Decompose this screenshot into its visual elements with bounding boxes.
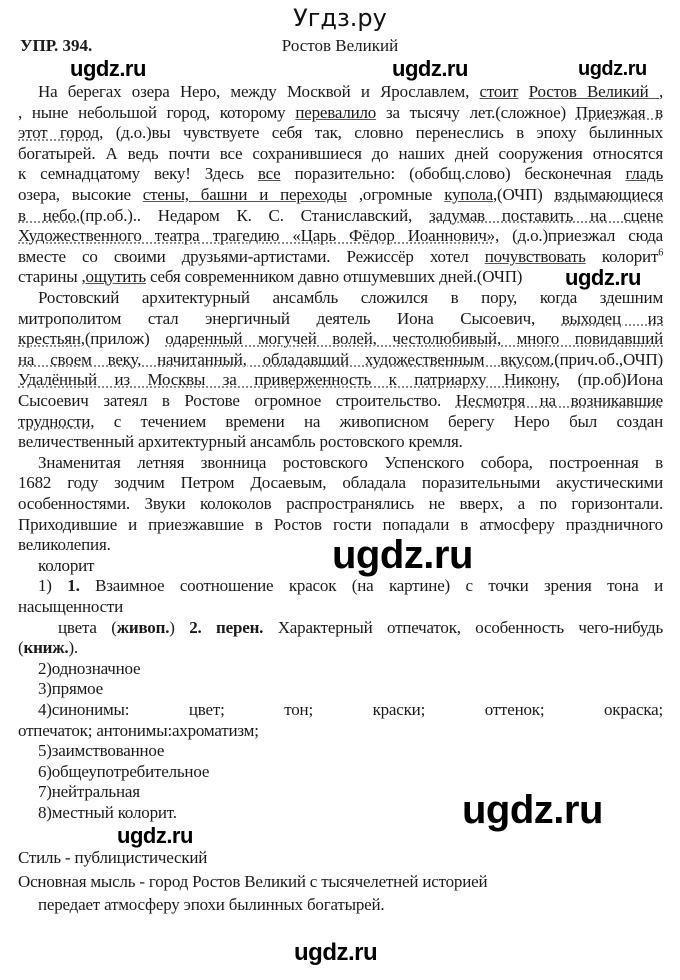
text-segment: с течением времени на живописном берегу Неро был создан xyxy=(94,411,663,431)
text-line xyxy=(38,895,663,915)
text-segment: , xyxy=(658,82,663,101)
underlined-segment: стоит xyxy=(479,82,519,101)
text-segment xyxy=(518,82,528,101)
underlined-segment: почувствовать xyxy=(484,246,586,266)
underlined-segment: Несмотря на возникавшие xyxy=(455,391,663,410)
text-segment: 7)нейтральная xyxy=(38,782,140,802)
underlined-segment: все xyxy=(257,164,281,184)
text-line xyxy=(18,123,663,143)
text-line xyxy=(18,265,663,290)
text-line xyxy=(18,226,663,246)
text-segment: величественный архитектурный ансамбль ростовского кремля. xyxy=(18,432,463,452)
text-segment: колорит xyxy=(585,246,659,266)
text-segment: , ныне небольшой город, которому xyxy=(18,102,296,122)
text-line xyxy=(38,679,663,699)
text-segment: поразительно: (обобщ.слово) бесконечная xyxy=(280,164,626,184)
text-segment: митрополитом стал энергичный деятель Иона Сысоевич, xyxy=(18,308,562,328)
text-line xyxy=(38,700,663,720)
text-segment: вместе со своими друзьями-артистами. Режиссёр хотел xyxy=(18,246,485,266)
text-segment: Знаменитая летняя звонница ростовского Успенского собора, построенная в xyxy=(38,452,663,472)
text-title: Ростов Великий xyxy=(281,36,399,55)
text-segment: 2)однозначное xyxy=(38,658,141,678)
watermark: ugdz.ru xyxy=(70,56,146,81)
underlined-segment: одаренный могучей волей, честолюбивый, много повидавший xyxy=(165,329,663,349)
text-line xyxy=(18,721,663,741)
text-line xyxy=(18,329,663,349)
text-line xyxy=(38,288,663,308)
text-segment: старины xyxy=(18,267,82,287)
text-segment: 5)заимствованное xyxy=(38,741,165,761)
text-segment: 6 xyxy=(658,247,663,259)
text-line xyxy=(18,144,663,164)
text-line xyxy=(38,803,663,823)
text-line xyxy=(18,164,663,184)
text-segment: ) xyxy=(169,617,190,637)
underlined-segment: на своем веку, начитанный, обладавший художественным вкусом. xyxy=(18,349,555,369)
watermark: ugdz.ru xyxy=(392,56,468,81)
text-segment: (прич.об.,ОЧП) xyxy=(554,349,663,369)
text-segment: ( xyxy=(18,638,24,658)
watermark: ugdz.ru xyxy=(565,265,641,290)
text-line xyxy=(18,432,663,452)
text-line xyxy=(18,412,663,432)
text-line xyxy=(18,370,663,390)
text-segment: великолепия. xyxy=(18,535,111,555)
text-segment: На берегах озера Неро, между Москвой и Ярославлем, xyxy=(38,82,480,101)
underlined-segment: Приезжая в xyxy=(575,102,664,122)
text-segment: 4)синонимы: цвет; тон; краски; оттенок; окраска; xyxy=(38,700,663,719)
text-segment: 3)прямое xyxy=(38,679,103,699)
text-segment: за тысячу лет.(сложное) xyxy=(376,102,576,122)
underlined-segment: этот город xyxy=(18,123,100,143)
underlined-segment: задумав поставить на сцене xyxy=(429,205,664,225)
underlined-segment: купола xyxy=(444,185,493,204)
text-segment: цвета ( xyxy=(58,617,117,637)
exercise-number: УПР. 394. xyxy=(20,36,93,55)
text-segment: Взаимное соотношение красок (на картине) с точки зрения тона и xyxy=(79,576,664,596)
text-line xyxy=(18,247,663,267)
text-segment: передает атмосферу эпохи былинных богатырей. xyxy=(38,895,385,914)
text-line xyxy=(18,103,663,123)
text-line xyxy=(18,535,663,555)
bold-segment: 1. xyxy=(67,576,80,596)
underlined-segment: ,ощутить xyxy=(81,267,146,287)
text-segment: Сысоевич затеял в Ростове огромное строительство. xyxy=(18,391,456,410)
text-segment: , (д.о.)вы чувствуете себя так, словно перенеслись в эпоху былинных xyxy=(99,123,664,143)
bold-segment: 2. перен. xyxy=(189,617,264,637)
text-line xyxy=(18,848,663,868)
underlined-segment: трудности, xyxy=(18,411,95,431)
text-segment: (прилож) xyxy=(84,329,166,349)
text-line xyxy=(18,638,663,658)
text-segment: Характерный отпечаток, особенность чего-нибудь xyxy=(263,617,664,637)
text-line xyxy=(38,782,663,802)
text-line xyxy=(18,185,663,205)
text-line xyxy=(18,309,663,329)
text-segment: колорит xyxy=(38,555,95,575)
underlined-segment: Ростов Великий xyxy=(528,82,659,101)
watermark: ugdz.ru xyxy=(294,939,378,966)
underlined-segment: стены, башни и переходы xyxy=(142,185,347,204)
text-segment: к семнадцатому веку! Здесь xyxy=(18,164,258,184)
text-line xyxy=(38,741,663,761)
text-segment: ,(ОЧП) xyxy=(492,185,555,204)
text-line xyxy=(38,453,663,473)
watermark: ugdz.ru xyxy=(117,823,193,848)
watermark: ugdz.ru xyxy=(462,788,603,832)
text-line xyxy=(18,206,663,226)
text-segment: богатырей. А ведь почти все сохранившиеся до наших дней сооружения относятся xyxy=(18,143,663,163)
text-segment: 6)общеупотребительное xyxy=(38,761,210,781)
text-line xyxy=(18,350,663,370)
watermark: ugdz.ru xyxy=(578,58,647,80)
underlined-segment: вздымающиеся xyxy=(554,185,664,204)
bold-segment: живоп. xyxy=(116,617,170,637)
text-line xyxy=(18,872,663,892)
text-segment: 8)местный колорит. xyxy=(38,803,177,822)
text-segment: особенностями. Звуки колоколов распространялись не вверх, а по горизонтали. xyxy=(18,494,663,513)
text-line xyxy=(38,556,663,576)
text-segment: ,огромные xyxy=(346,185,445,204)
text-line xyxy=(18,515,663,535)
text-segment: Ростовский архитектурный ансамбль сложился в пору, когда здешним xyxy=(38,288,663,307)
underlined-segment: гладь xyxy=(625,164,663,184)
text-line xyxy=(38,762,663,782)
underlined-segment: перевалило xyxy=(295,102,377,122)
text-segment: озера, высокие xyxy=(18,185,143,204)
text-segment: 1682 году зодчим Петром Досаевым, обладала поразительными акустическими xyxy=(18,473,663,493)
bold-segment: книж. xyxy=(23,638,69,658)
site-title: Угдз.ру xyxy=(293,4,387,32)
text-line xyxy=(38,576,663,596)
underlined-segment: в небо. xyxy=(18,205,80,225)
text-segment: насыщенности xyxy=(18,597,124,616)
underlined-segment: крестьян, xyxy=(18,329,85,349)
watermark: ugdz.ru xyxy=(332,533,473,577)
text-segment: (д.о.)приезжал сюда xyxy=(499,226,663,246)
text-segment: Приходившие и приезжавшие в Ростов гости попадали в атмосферу праздничного xyxy=(18,514,663,534)
text-line xyxy=(38,82,663,102)
text-segment: Стиль - публицистический xyxy=(18,848,208,867)
underlined-segment: Художественного театра трагедию «Царь Фёдор Иоаннович», xyxy=(18,226,500,246)
underlined-segment: выходец из xyxy=(561,308,663,328)
text-line xyxy=(58,618,663,638)
text-line xyxy=(18,391,663,411)
text-line xyxy=(38,659,663,679)
text-segment: отпечаток; антонимы:ахроматизм; xyxy=(18,720,259,740)
text-segment: 1) xyxy=(38,576,68,596)
text-line xyxy=(18,473,663,493)
text-segment: ). xyxy=(68,638,78,658)
text-line xyxy=(18,494,663,514)
underlined-segment: Удалённый из Москвы за приверженность к патриарху Никону, xyxy=(18,370,560,390)
text-segment: Основная мысль - город Ростов Великий с тысячелетней историей xyxy=(18,872,488,891)
text-segment: себя современником давно отшумевших дней.(ОЧП) xyxy=(145,267,523,287)
text-line xyxy=(18,597,663,617)
text-segment: (пр.об)Иона xyxy=(559,370,663,390)
text-segment: (пр.об.).. Недаром К. С. Станиславский, xyxy=(79,205,429,225)
